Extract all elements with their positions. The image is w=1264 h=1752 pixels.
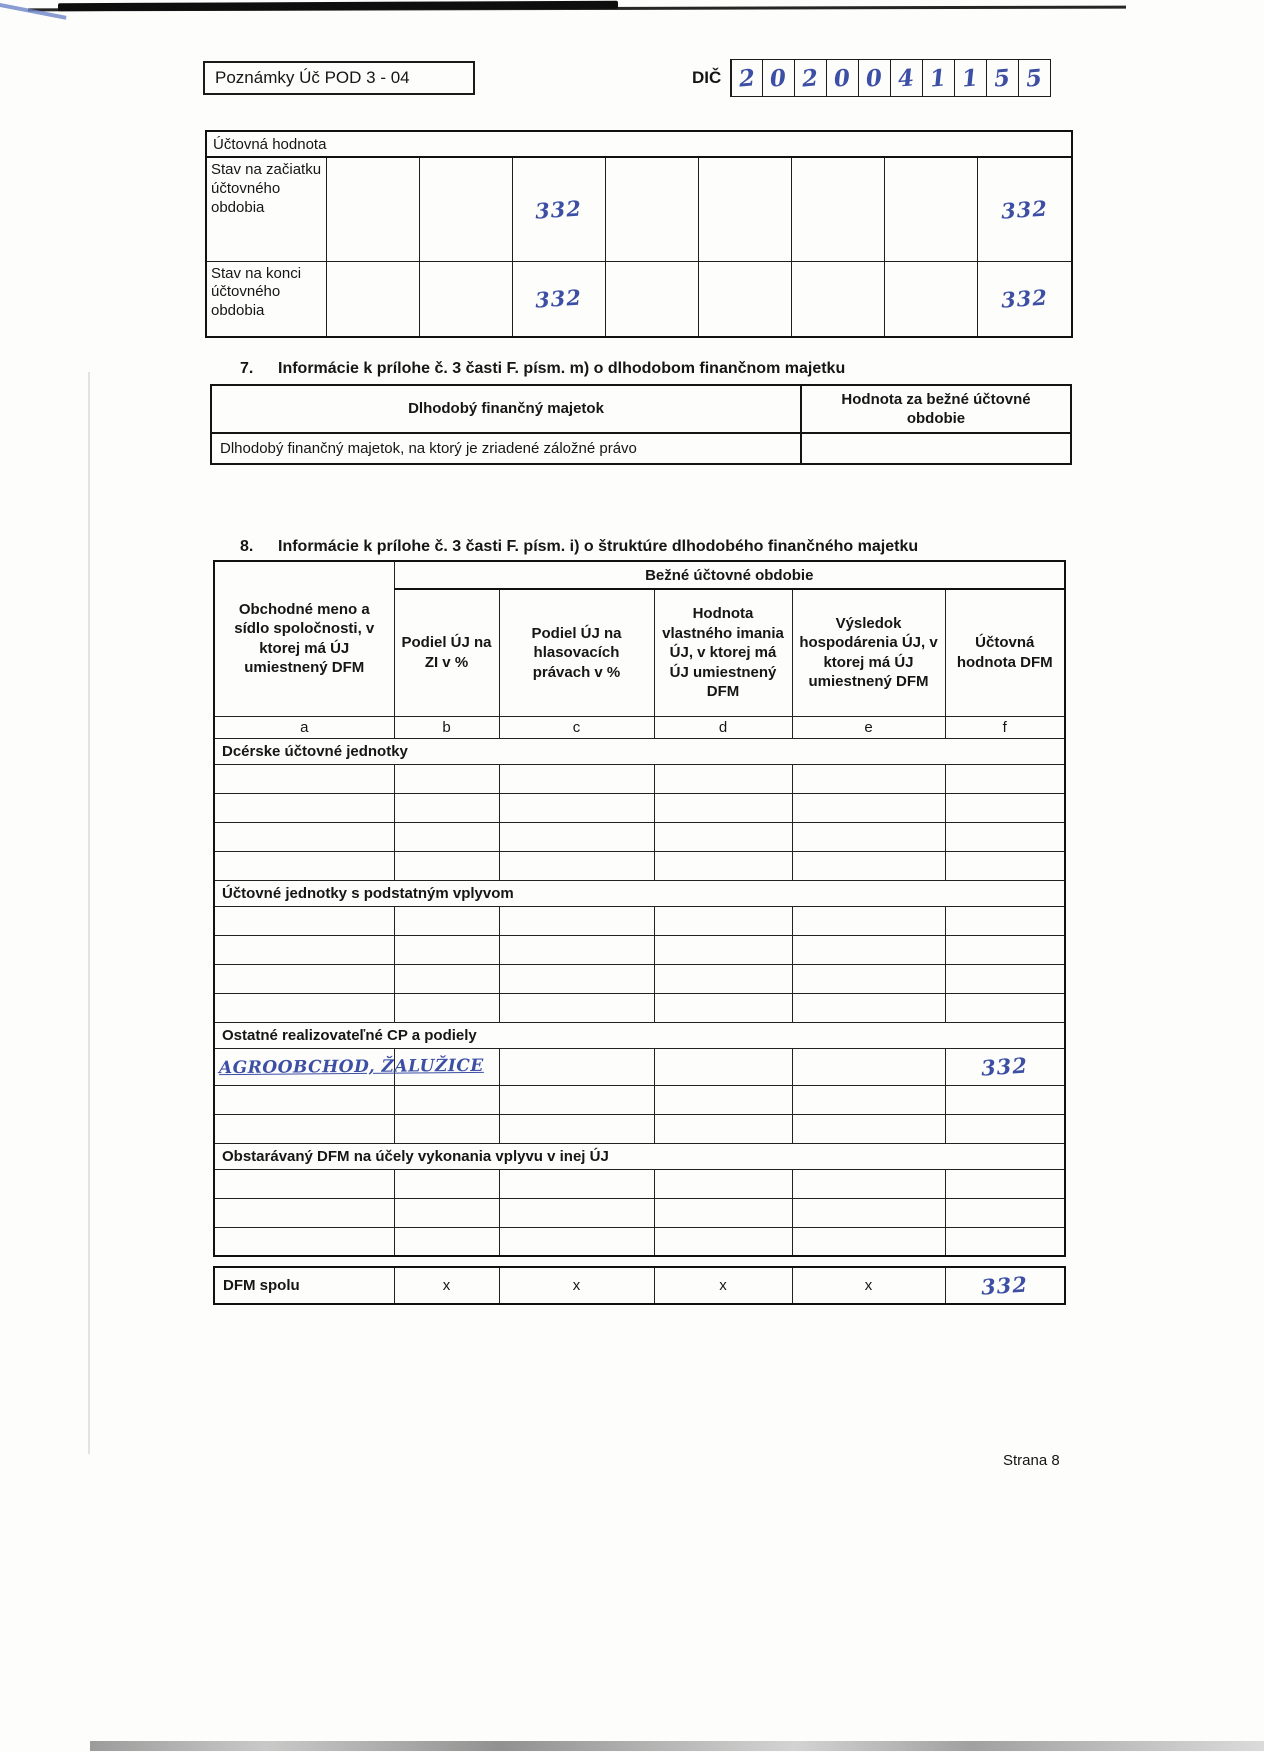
empty-cell xyxy=(394,964,499,993)
dic-digit-box xyxy=(954,59,987,97)
form-title: Poznámky Úč POD 3 - 04 xyxy=(215,68,410,87)
empty-cell xyxy=(945,964,1065,993)
dfm-total-value-cell xyxy=(945,1267,1065,1304)
dic-digit-handwritten: 0 xyxy=(769,63,788,93)
span-header-current-period: Bežné účtovné obdobie xyxy=(394,561,1065,589)
col-letter: e xyxy=(792,716,945,738)
dic-digit-handwritten: 5 xyxy=(1025,63,1044,93)
handwritten-value: 332 xyxy=(980,1271,1029,1300)
x-cell: x xyxy=(394,1267,499,1304)
empty-cell xyxy=(214,993,394,1022)
empty-cell xyxy=(394,851,499,880)
col-letter: d xyxy=(654,716,792,738)
empty-cell xyxy=(214,1114,394,1143)
section7-number: 7. xyxy=(240,360,254,377)
empty-cell xyxy=(214,1085,394,1114)
empty-cell xyxy=(499,1227,654,1256)
empty-cell xyxy=(499,851,654,880)
dic-digit-handwritten: 2 xyxy=(801,63,820,93)
value-cell xyxy=(605,157,698,261)
empty-cell xyxy=(654,1114,792,1143)
handwritten-value: 332 xyxy=(980,1052,1029,1081)
dic-digit-handwritten: 0 xyxy=(865,63,884,93)
group-band-significant-influence xyxy=(214,880,1065,906)
col-letter: f xyxy=(945,716,1065,738)
band-label: Obstarávaný DFM na účely vykonania vplyvu v inej ÚJ xyxy=(214,1143,1065,1169)
empty-cell xyxy=(945,935,1065,964)
empty-data-row xyxy=(214,822,1065,851)
dic-digit-box xyxy=(826,59,859,97)
empty-data-row xyxy=(214,1227,1065,1256)
handwritten-value: 332 xyxy=(534,284,583,313)
value-cell xyxy=(512,261,605,337)
col-header-c: Podiel ÚJ na hlasovacích právach v % xyxy=(499,589,654,716)
table-row xyxy=(206,261,1072,337)
row-label-opening-balance: Stav na začiatku účtovného obdobia xyxy=(206,157,326,261)
section7-title xyxy=(240,360,845,378)
empty-cell xyxy=(792,993,945,1022)
dic-digit-handwritten: 2 xyxy=(737,63,757,93)
empty-cell xyxy=(654,822,792,851)
handwritten-value: 332 xyxy=(1000,195,1049,224)
empty-cell xyxy=(654,851,792,880)
empty-cell xyxy=(214,964,394,993)
empty-cell xyxy=(394,1198,499,1227)
empty-cell xyxy=(394,793,499,822)
empty-cell xyxy=(945,764,1065,793)
empty-cell xyxy=(654,1169,792,1198)
empty-cell xyxy=(792,851,945,880)
dic-digit-handwritten: 1 xyxy=(929,63,948,93)
value-cell xyxy=(698,261,791,337)
value-cell xyxy=(791,261,884,337)
value-cell xyxy=(791,157,884,261)
table-row xyxy=(206,131,1072,157)
group-band-acquired-dfm xyxy=(214,1143,1065,1169)
empty-cell xyxy=(945,993,1065,1022)
table-row xyxy=(211,433,1071,464)
scan-artifact-bottom-edge xyxy=(90,1741,1264,1751)
empty-cell xyxy=(945,1227,1065,1256)
empty-data-row xyxy=(214,1198,1065,1227)
empty-cell xyxy=(394,906,499,935)
empty-cell xyxy=(654,764,792,793)
handwritten-value: 332 xyxy=(1000,284,1049,313)
empty-cell xyxy=(499,1085,654,1114)
empty-data-row xyxy=(214,851,1065,880)
empty-cell xyxy=(654,935,792,964)
value-cell xyxy=(698,157,791,261)
section7-title-text: Informácie k prílohe č. 3 časti F. písm. m) o dlhodobom finančnom majetku xyxy=(278,360,846,377)
empty-cell xyxy=(792,1114,945,1143)
empty-cell xyxy=(499,1114,654,1143)
row-label-closing-balance: Stav na konci účtovného obdobia xyxy=(206,261,326,337)
handwritten-company-name: AGROOBCHOD, ŽALUŽICE xyxy=(218,1055,484,1078)
t7-row-value-cell xyxy=(801,433,1071,464)
dic-digit-handwritten: 0 xyxy=(833,63,852,93)
empty-cell xyxy=(499,1048,654,1085)
empty-cell xyxy=(394,1085,499,1114)
empty-cell xyxy=(499,1169,654,1198)
empty-cell xyxy=(214,851,394,880)
value-cell xyxy=(605,261,698,337)
x-cell: x xyxy=(654,1267,792,1304)
empty-cell xyxy=(394,764,499,793)
empty-cell xyxy=(499,822,654,851)
value-cell xyxy=(419,261,512,337)
empty-cell xyxy=(792,935,945,964)
empty-cell xyxy=(499,935,654,964)
dic-digit-handwritten: 4 xyxy=(897,63,916,93)
empty-cell xyxy=(654,1227,792,1256)
empty-cell xyxy=(654,906,792,935)
empty-cell xyxy=(214,1169,394,1198)
empty-cell xyxy=(792,906,945,935)
empty-cell xyxy=(499,793,654,822)
band-label: Dcérske účtovné jednotky xyxy=(214,738,1065,764)
value-cell xyxy=(326,157,419,261)
scan-artifact-margin-line xyxy=(88,372,90,1454)
dfm-total-row xyxy=(214,1267,1065,1304)
dfm-total-label: DFM spolu xyxy=(214,1267,394,1304)
empty-cell xyxy=(499,1198,654,1227)
group-band-other-securities xyxy=(214,1022,1065,1048)
value-cell xyxy=(326,261,419,337)
empty-cell xyxy=(394,1169,499,1198)
empty-cell xyxy=(394,1227,499,1256)
empty-cell xyxy=(792,1198,945,1227)
col-letter: b xyxy=(394,716,499,738)
empty-cell xyxy=(792,1227,945,1256)
band-label: Ostatné realizovateľné CP a podiely xyxy=(214,1022,1065,1048)
empty-data-row xyxy=(214,906,1065,935)
table-row xyxy=(206,157,1072,261)
long-term-financial-assets-table xyxy=(210,384,1072,465)
empty-cell xyxy=(654,993,792,1022)
section8-title xyxy=(240,538,918,556)
handwritten-entry-row xyxy=(214,1048,1065,1085)
value-cell xyxy=(977,261,1072,337)
company-name-cell xyxy=(214,1048,484,1085)
empty-cell xyxy=(792,764,945,793)
dic-digit-box xyxy=(922,59,955,97)
band-label: Účtovné jednotky s podstatným vplyvom xyxy=(214,880,1065,906)
empty-cell xyxy=(394,1114,499,1143)
empty-cell xyxy=(792,1048,945,1085)
dic-digit-box xyxy=(1018,59,1051,97)
dic-digit-handwritten: 5 xyxy=(993,63,1012,93)
x-cell: x xyxy=(792,1267,945,1304)
col-header-b: Podiel ÚJ na ZI v % xyxy=(394,589,499,716)
empty-cell xyxy=(499,906,654,935)
empty-cell xyxy=(214,906,394,935)
book-value-table xyxy=(205,130,1073,338)
col-letter: c xyxy=(499,716,654,738)
empty-cell xyxy=(792,822,945,851)
empty-cell xyxy=(499,993,654,1022)
value-cell xyxy=(884,261,977,337)
empty-cell xyxy=(214,1227,394,1256)
empty-data-row xyxy=(214,1114,1065,1143)
empty-cell xyxy=(654,1085,792,1114)
empty-cell xyxy=(945,1114,1065,1143)
handwritten-value: 332 xyxy=(534,195,583,224)
col-header-f: Účtovná hodnota DFM xyxy=(945,589,1065,716)
empty-cell xyxy=(214,764,394,793)
value-cell xyxy=(512,157,605,261)
col-header-e: Výsledok hospodárenia ÚJ, v ktorej má ÚJ umiestnený DFM xyxy=(792,589,945,716)
empty-cell xyxy=(945,822,1065,851)
empty-data-row xyxy=(214,1169,1065,1198)
t7-col2-header: Hodnota za bežné účtovné obdobie xyxy=(801,385,1071,433)
dic-digit-box xyxy=(890,59,923,97)
table1-header: Účtovná hodnota xyxy=(206,131,1072,157)
empty-cell xyxy=(499,764,654,793)
empty-cell xyxy=(214,822,394,851)
column-letter-row xyxy=(214,716,1065,738)
empty-cell xyxy=(792,793,945,822)
empty-cell xyxy=(945,1198,1065,1227)
table-header-row xyxy=(214,561,1065,589)
section8-number: 8. xyxy=(240,538,254,555)
section8-title-text: Informácie k prílohe č. 3 časti F. písm. i) o štruktúre dlhodobého finančného majetku xyxy=(278,538,919,555)
empty-cell xyxy=(945,793,1065,822)
col-header-d: Hodnota vlastného imania ÚJ, v ktorej má ÚJ umiestnený DFM xyxy=(654,589,792,716)
dic-digit-boxes xyxy=(730,59,1051,97)
empty-cell xyxy=(499,964,654,993)
dic-digit-box xyxy=(986,59,1019,97)
group-band-subsidiaries xyxy=(214,738,1065,764)
value-cell xyxy=(419,157,512,261)
empty-cell xyxy=(945,1085,1065,1114)
dic-digit-box xyxy=(794,59,827,97)
empty-cell xyxy=(792,1169,945,1198)
empty-cell xyxy=(654,964,792,993)
dfm-total-table xyxy=(213,1266,1066,1305)
empty-cell xyxy=(945,1169,1065,1198)
empty-data-row xyxy=(214,993,1065,1022)
empty-cell xyxy=(654,1198,792,1227)
t7-col1-header: Dlhodobý finančný majetok xyxy=(211,385,801,433)
empty-data-row xyxy=(214,793,1065,822)
col-header-a: Obchodné meno a sídlo spoločnosti, v ktorej má ÚJ umiestnený DFM xyxy=(214,561,394,716)
dfm-structure-table xyxy=(213,560,1066,1257)
empty-cell xyxy=(214,1198,394,1227)
dic-digit-box xyxy=(858,59,891,97)
table-row xyxy=(211,385,1071,433)
empty-cell xyxy=(945,851,1065,880)
empty-data-row xyxy=(214,1085,1065,1114)
dic-digit-box xyxy=(730,59,763,97)
x-cell: x xyxy=(499,1267,654,1304)
dic-digit-handwritten: 1 xyxy=(961,63,980,93)
empty-data-row xyxy=(214,764,1065,793)
form-title-box xyxy=(203,61,475,95)
col-letter: a xyxy=(214,716,394,738)
empty-data-row xyxy=(214,935,1065,964)
empty-cell xyxy=(214,935,394,964)
empty-cell xyxy=(654,793,792,822)
t7-row-label: Dlhodobý finančný majetok, na ktorý je zriadené záložné právo xyxy=(211,433,801,464)
value-cell xyxy=(977,157,1072,261)
empty-cell xyxy=(792,964,945,993)
page-number: Strana 8 xyxy=(1003,1452,1060,1469)
empty-cell xyxy=(654,1048,792,1085)
dic-label: DIČ xyxy=(692,68,722,87)
empty-cell xyxy=(394,935,499,964)
book-value-cell xyxy=(945,1048,1065,1085)
dic-digit-box xyxy=(762,59,795,97)
empty-cell xyxy=(792,1085,945,1114)
empty-cell xyxy=(394,822,499,851)
value-cell xyxy=(884,157,977,261)
empty-cell xyxy=(394,993,499,1022)
empty-cell xyxy=(214,793,394,822)
empty-cell xyxy=(945,906,1065,935)
empty-data-row xyxy=(214,964,1065,993)
